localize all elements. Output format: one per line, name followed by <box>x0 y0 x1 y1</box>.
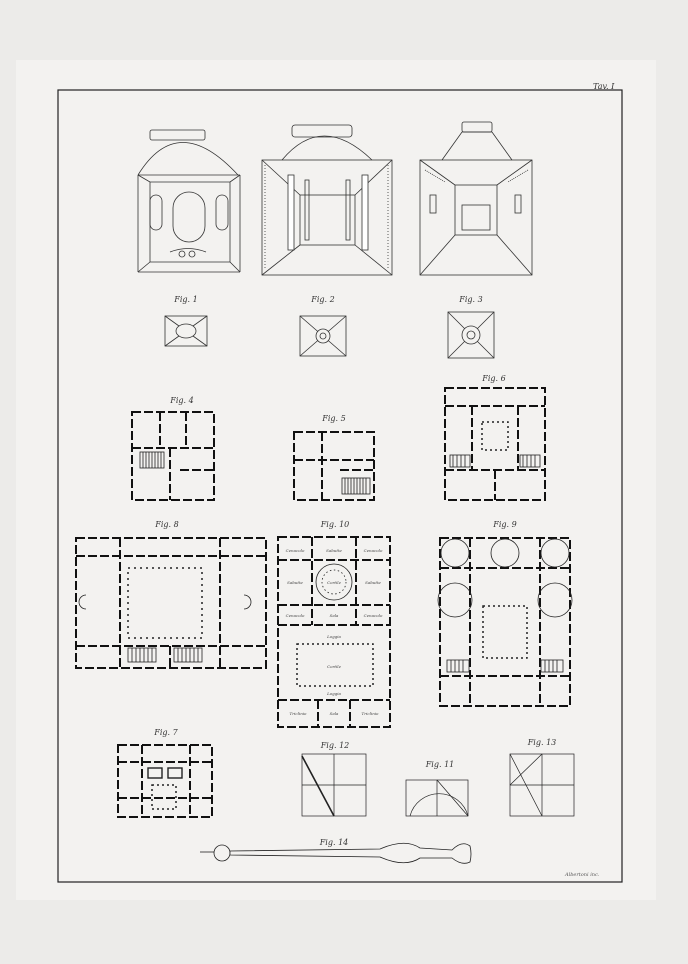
fig10-room: Cortile <box>327 580 341 585</box>
fig2-label: Fig. 2 <box>311 295 335 304</box>
fig10-room: Cenacolo <box>363 613 383 618</box>
fig12-label: Fig. 12 <box>320 741 350 750</box>
fig10-room: Sabutte <box>287 580 303 585</box>
fig10-room: Triclinio <box>361 711 379 716</box>
fig1-label: Fig. 1 <box>174 295 198 304</box>
fig10-room: Cenacolo <box>285 548 305 553</box>
fig11-label: Fig. 11 <box>425 760 455 769</box>
fig10-room: Sabutte <box>326 548 342 553</box>
fig13-label: Fig. 13 <box>527 738 557 747</box>
fig10-room: Triclinio <box>289 711 307 716</box>
fig7-label: Fig. 7 <box>154 728 178 737</box>
fig3-label: Fig. 3 <box>459 295 483 304</box>
fig9-label: Fig. 9 <box>493 520 517 529</box>
plate-number: Tav. I <box>593 82 615 91</box>
fig10-room: Sabutte <box>365 580 381 585</box>
fig10-room: Cenacolo <box>363 548 383 553</box>
fig10-room: Loggia <box>327 691 341 696</box>
fig14-label: Fig. 14 <box>319 838 349 847</box>
fig6-label: Fig. 6 <box>482 374 506 383</box>
fig8-label: Fig. 8 <box>155 520 179 529</box>
fig10-room: Sala <box>329 613 339 618</box>
fig10-label: Fig. 10 <box>320 520 350 529</box>
fig10-room: Sala <box>329 711 339 716</box>
fig10-room: Cenacolo <box>285 613 305 618</box>
fig5-label: Fig. 5 <box>322 414 346 423</box>
fig10-room: Loggia <box>327 634 341 639</box>
engraver-credit: Albertoni inc. <box>565 872 600 878</box>
fig4-label: Fig. 4 <box>170 396 194 405</box>
fig10-room: Cortile <box>327 664 341 669</box>
